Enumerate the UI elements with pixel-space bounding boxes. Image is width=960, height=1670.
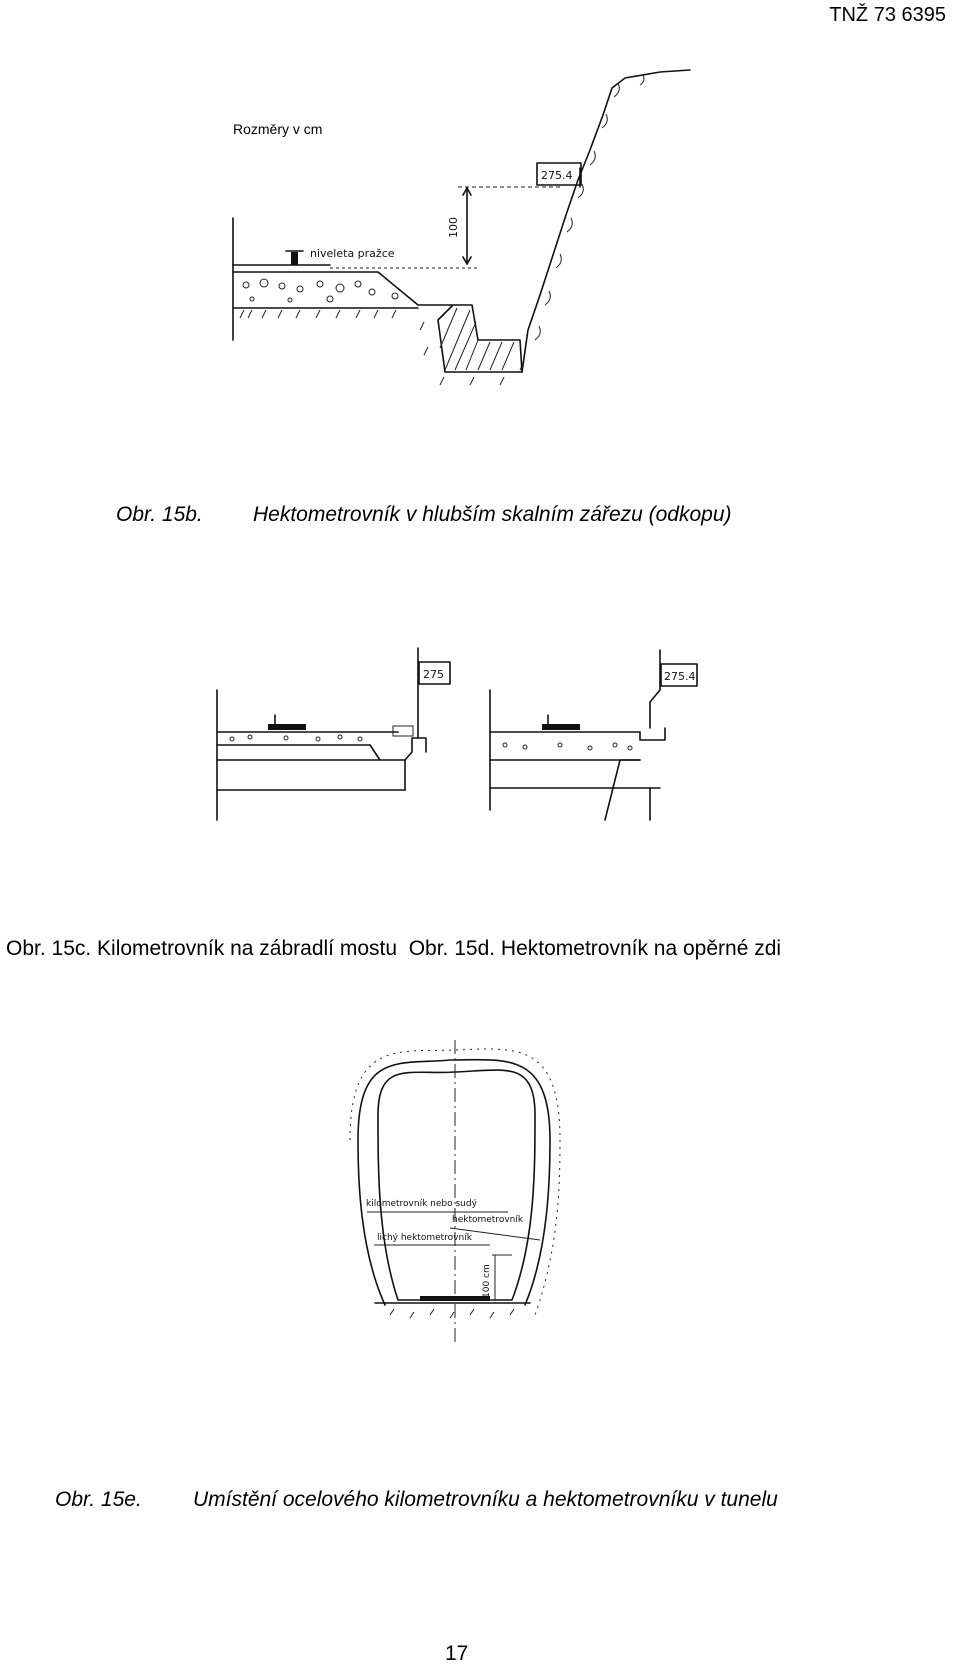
odd-hm-post-label: lichý hektometrovník xyxy=(377,1233,472,1243)
caption-15e-number: Obr. 15e. xyxy=(55,1488,142,1511)
caption-15e-text: Umístění ocelového kilometrovníku a hektometrovníku v tunelu xyxy=(193,1488,778,1511)
sign-15c-value: 275 xyxy=(423,668,444,681)
figure-15b-drawing xyxy=(233,70,690,385)
km-post-label: kilometrovník nebo sudý xyxy=(366,1199,477,1209)
figure-15e-drawing xyxy=(350,1040,560,1345)
figure-15d-drawing xyxy=(490,650,697,820)
caption-15b-number: Obr. 15b. xyxy=(116,503,203,526)
caption-15c-15d xyxy=(6,937,781,961)
page-number: 17 xyxy=(445,1642,469,1665)
document-code: TNŽ 73 6395 xyxy=(829,4,946,26)
caption-15b-text: Hektometrovník v hlubším skalním zářezu (odkopu) xyxy=(253,503,732,526)
caption-15d: Obr. 15d. Hektometrovník na opěrné zdi xyxy=(408,937,782,960)
figure-15c-drawing xyxy=(217,648,450,820)
niveleta-label: niveleta pražce xyxy=(310,247,395,260)
caption-15c: Obr. 15c. Kilometrovník na zábradlí mostu xyxy=(6,937,398,960)
sign-15b-value: 275.4 xyxy=(541,169,573,182)
dimension-100cm-label: 100 cm xyxy=(482,1264,492,1298)
dimension-100-label: 100 xyxy=(447,217,460,238)
sign-15d-value: 275.4 xyxy=(664,670,696,683)
hm-post-label: hektometrovník xyxy=(452,1215,524,1225)
units-note: Rozměry v cm xyxy=(233,121,323,137)
